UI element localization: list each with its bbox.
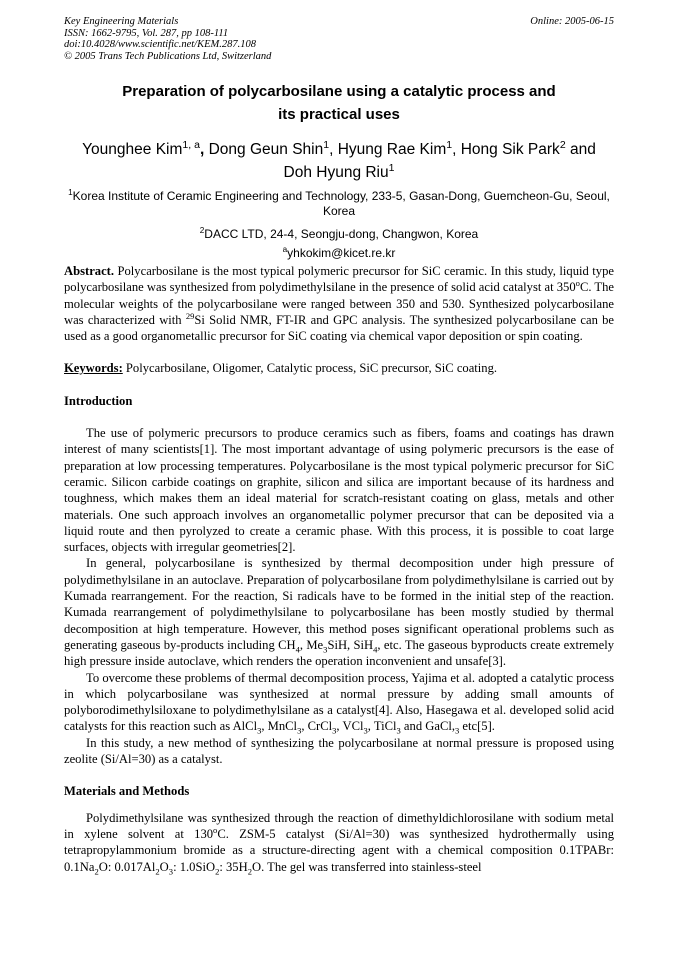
- subscript: 3: [396, 725, 401, 736]
- author-affiliation-mark: 1: [388, 161, 395, 174]
- subscript: 2: [247, 866, 252, 877]
- subscript: 2: [155, 866, 160, 877]
- paragraph-text: To overcome these problems of thermal decomposition process, Yajima et al. adopted a catalytic process in which polycarbosilane was synthesized at normal pressure by adding small amounts of polyborodimethylsiloxane to polydimethylsilane as a catalyst[4]. Also, Hasegawa et al. developed solid acid catalysts for this reaction such as AlCl: [64, 670, 614, 734]
- paragraph-text: O: 0.017Al: [98, 859, 156, 874]
- isotope-mark: 29: [185, 310, 195, 321]
- paragraph-text: , etc. The gaseous byproducts create extremely high pressure inside autoclave, which renders the operation inconvenient and unsafe[3].: [64, 637, 614, 669]
- subscript: 3: [168, 866, 174, 877]
- author-separator: and: [565, 141, 596, 158]
- paragraph-text: O. The gel was transferred into stainless-steel: [251, 859, 482, 874]
- online-date: Online: 2005-06-15: [530, 16, 614, 27]
- affiliation-text: DACC LTD, 24-4, Seongju-dong, Changwon, Korea: [204, 227, 479, 241]
- paragraph-text: etc[5].: [459, 719, 495, 734]
- paragraph-text: : 1.0SiO: [173, 859, 216, 874]
- affiliation-2: [64, 227, 614, 242]
- paragraph-text: Polydimethylsilane was synthesized through the reaction of dimethyldichlorosilane with sodium metal in xylene solvent at 130: [64, 810, 614, 841]
- doi-line: doi:10.4028/www.scientific.net/KEM.287.108: [64, 39, 256, 50]
- paragraph-text: , CrCl: [301, 719, 333, 734]
- subscript: 4: [295, 644, 300, 655]
- paragraph-text: : 35H: [219, 859, 248, 874]
- abstract: [64, 263, 614, 344]
- paragraph-text: In general, polycarbosilane is synthesized by thermal decomposition under high pressure of polydimethylsilane in an autoclave. Preparation of polycarbosilane from polydimethylsilane is carried out by Kumada rearrangement. For the reaction, Si radicals have to be formed in the initial step of the reaction. Kumada rearrangement of polydimethylsilane to polycarbosilane has been mostly studied by thermal decomposition at high temperature. However, this method poses significant operational problems such as generating gaseous by-products including CH: [64, 556, 614, 652]
- intro-paragraph-3: [64, 670, 614, 735]
- paragraph-text: , TiCl: [367, 719, 397, 734]
- intro-paragraph-2: [64, 555, 614, 669]
- paragraph-text: and GaCl,: [400, 719, 455, 734]
- author-affiliation-mark: 1: [323, 138, 330, 151]
- keywords-text: Polycarbosilane, Oligomer, Catalytic process, SiC precursor, SiC coating.: [122, 361, 498, 376]
- author-separator: ,: [329, 141, 334, 158]
- author-name: Doh Hyung Riu: [283, 164, 389, 181]
- abstract-text: C. The molecular weights of the polycarbosilane were ranged between 350 and 530. Synthesized polycarbosilane was characterized with: [64, 280, 614, 327]
- paragraph-text: C. ZSM-5 catalyst (Si/Al=30) was synthesized hydrothermally using tetrapropylammonium bromide as a structure-directing agent with a chemical composition 0.1TPABr: 0.1Na: [64, 826, 614, 874]
- degree-mark: o: [575, 278, 580, 289]
- affiliation-text: Korea Institute of Ceramic Engineering and Technology, 233-5, Gasan-Dong, Guemcheon-Gu, Seoul, Korea: [72, 189, 610, 218]
- paragraph-text: , Me: [299, 637, 324, 652]
- issn-line: ISSN: 1662-9795, Vol. 287, pp 108-111: [64, 27, 229, 39]
- author-affiliation-mark: 1, a: [182, 138, 200, 151]
- author-list: [64, 138, 614, 184]
- affiliation-mark: 2: [199, 226, 205, 235]
- journal-name: Key Engineering Materials: [64, 16, 179, 27]
- author-line-2: [64, 161, 614, 184]
- author-separator: ,: [452, 141, 457, 158]
- keywords: [64, 360, 614, 376]
- affiliation-mark: 1: [68, 188, 73, 197]
- author-name: Hong Sik Park: [456, 141, 560, 158]
- title-line-1: Preparation of polycarbosilane using a catalytic process and: [122, 83, 556, 100]
- subscript: 3: [323, 644, 328, 655]
- abstract-text: Polycarbosilane is the most typical polymeric precursor for SiC ceramic. In this study, liquid type polycarbosilane was synthesized from polydimethylsilane in the presence of solid acid catalyst at 350: [64, 264, 614, 295]
- subscript: 2: [94, 866, 99, 877]
- paper-title: [64, 80, 614, 126]
- methods-paragraph-1: [64, 810, 614, 875]
- paragraph-text: SiH, SiH: [327, 637, 374, 652]
- email-mark: a: [282, 245, 288, 254]
- author-line-1: [64, 138, 614, 161]
- subscript: 3: [297, 725, 302, 736]
- journal-header: [64, 16, 614, 62]
- copyright-line: © 2005 Trans Tech Publications Ltd, Switzerland: [64, 50, 272, 62]
- author-affiliation-mark: 2: [559, 138, 566, 151]
- email-text: yhkokim@kicet.re.kr: [287, 246, 396, 260]
- paper-body: [64, 263, 614, 875]
- intro-paragraph-4: In this study, a new method of synthesizing the polycarbosilane at normal pressure is proposed using zeolite (Si/Al=30) as a catalyst.: [64, 735, 614, 767]
- subscript: 2: [215, 866, 220, 877]
- affiliation-1: [64, 189, 614, 219]
- abstract-label: Abstract.: [64, 264, 115, 278]
- subscript: 3: [363, 725, 368, 736]
- section-heading-methods: Materials and Methods: [64, 784, 190, 799]
- author-affiliation-mark: 1: [446, 138, 453, 151]
- author-name: Younghee Kim: [82, 141, 183, 158]
- abstract-text: Si Solid NMR, FT-IR and GPC analysis. The synthesized polycarbosilane can be used as a good organometallic precursor for SiC coating via chemical vapor deposition or spin coating.: [64, 312, 615, 344]
- author-name: Hyung Rae Kim: [333, 141, 447, 158]
- corresponding-email: [64, 246, 614, 261]
- intro-paragraph-1: The use of polymeric precursors to produce ceramics such as fibers, foams and coatings has drawn interest of many scientists[1]. The most important advantage of using polymeric precursors is the ease of preparation at low processing temperatures. Polycarbosilane is the most typical polymeric precursor for SiC ceramic. Silicon carbide coatings on graphite, silicon and silica are important because of its hardness and toughness, which makes them an ideal material for scratch-resistant coating on glass, metals and other materials. One such approach involves an organometallic polymer precursor that can be deposited via a liquid route and then pyrolyzed to create a ceramic phase. With this process, it is possible to coat large surfaces, objects with irregular geometries[2].: [64, 426, 614, 555]
- subscript: 3: [455, 725, 460, 736]
- author-name: Dong Geun Shin: [204, 141, 324, 158]
- paragraph-text: O: [159, 859, 169, 874]
- author-separator: ,: [199, 141, 205, 158]
- subscript: 4: [373, 644, 378, 655]
- paragraph-text: , MnCl: [261, 719, 298, 734]
- degree-mark: o: [213, 824, 218, 835]
- subscript: 3: [332, 725, 337, 736]
- section-heading-introduction: Introduction: [64, 393, 133, 408]
- subscript: 3: [257, 725, 262, 736]
- keywords-label: Keywords:: [64, 361, 123, 376]
- title-line-2: its practical uses: [278, 106, 400, 123]
- paragraph-text: , VCl: [336, 719, 364, 734]
